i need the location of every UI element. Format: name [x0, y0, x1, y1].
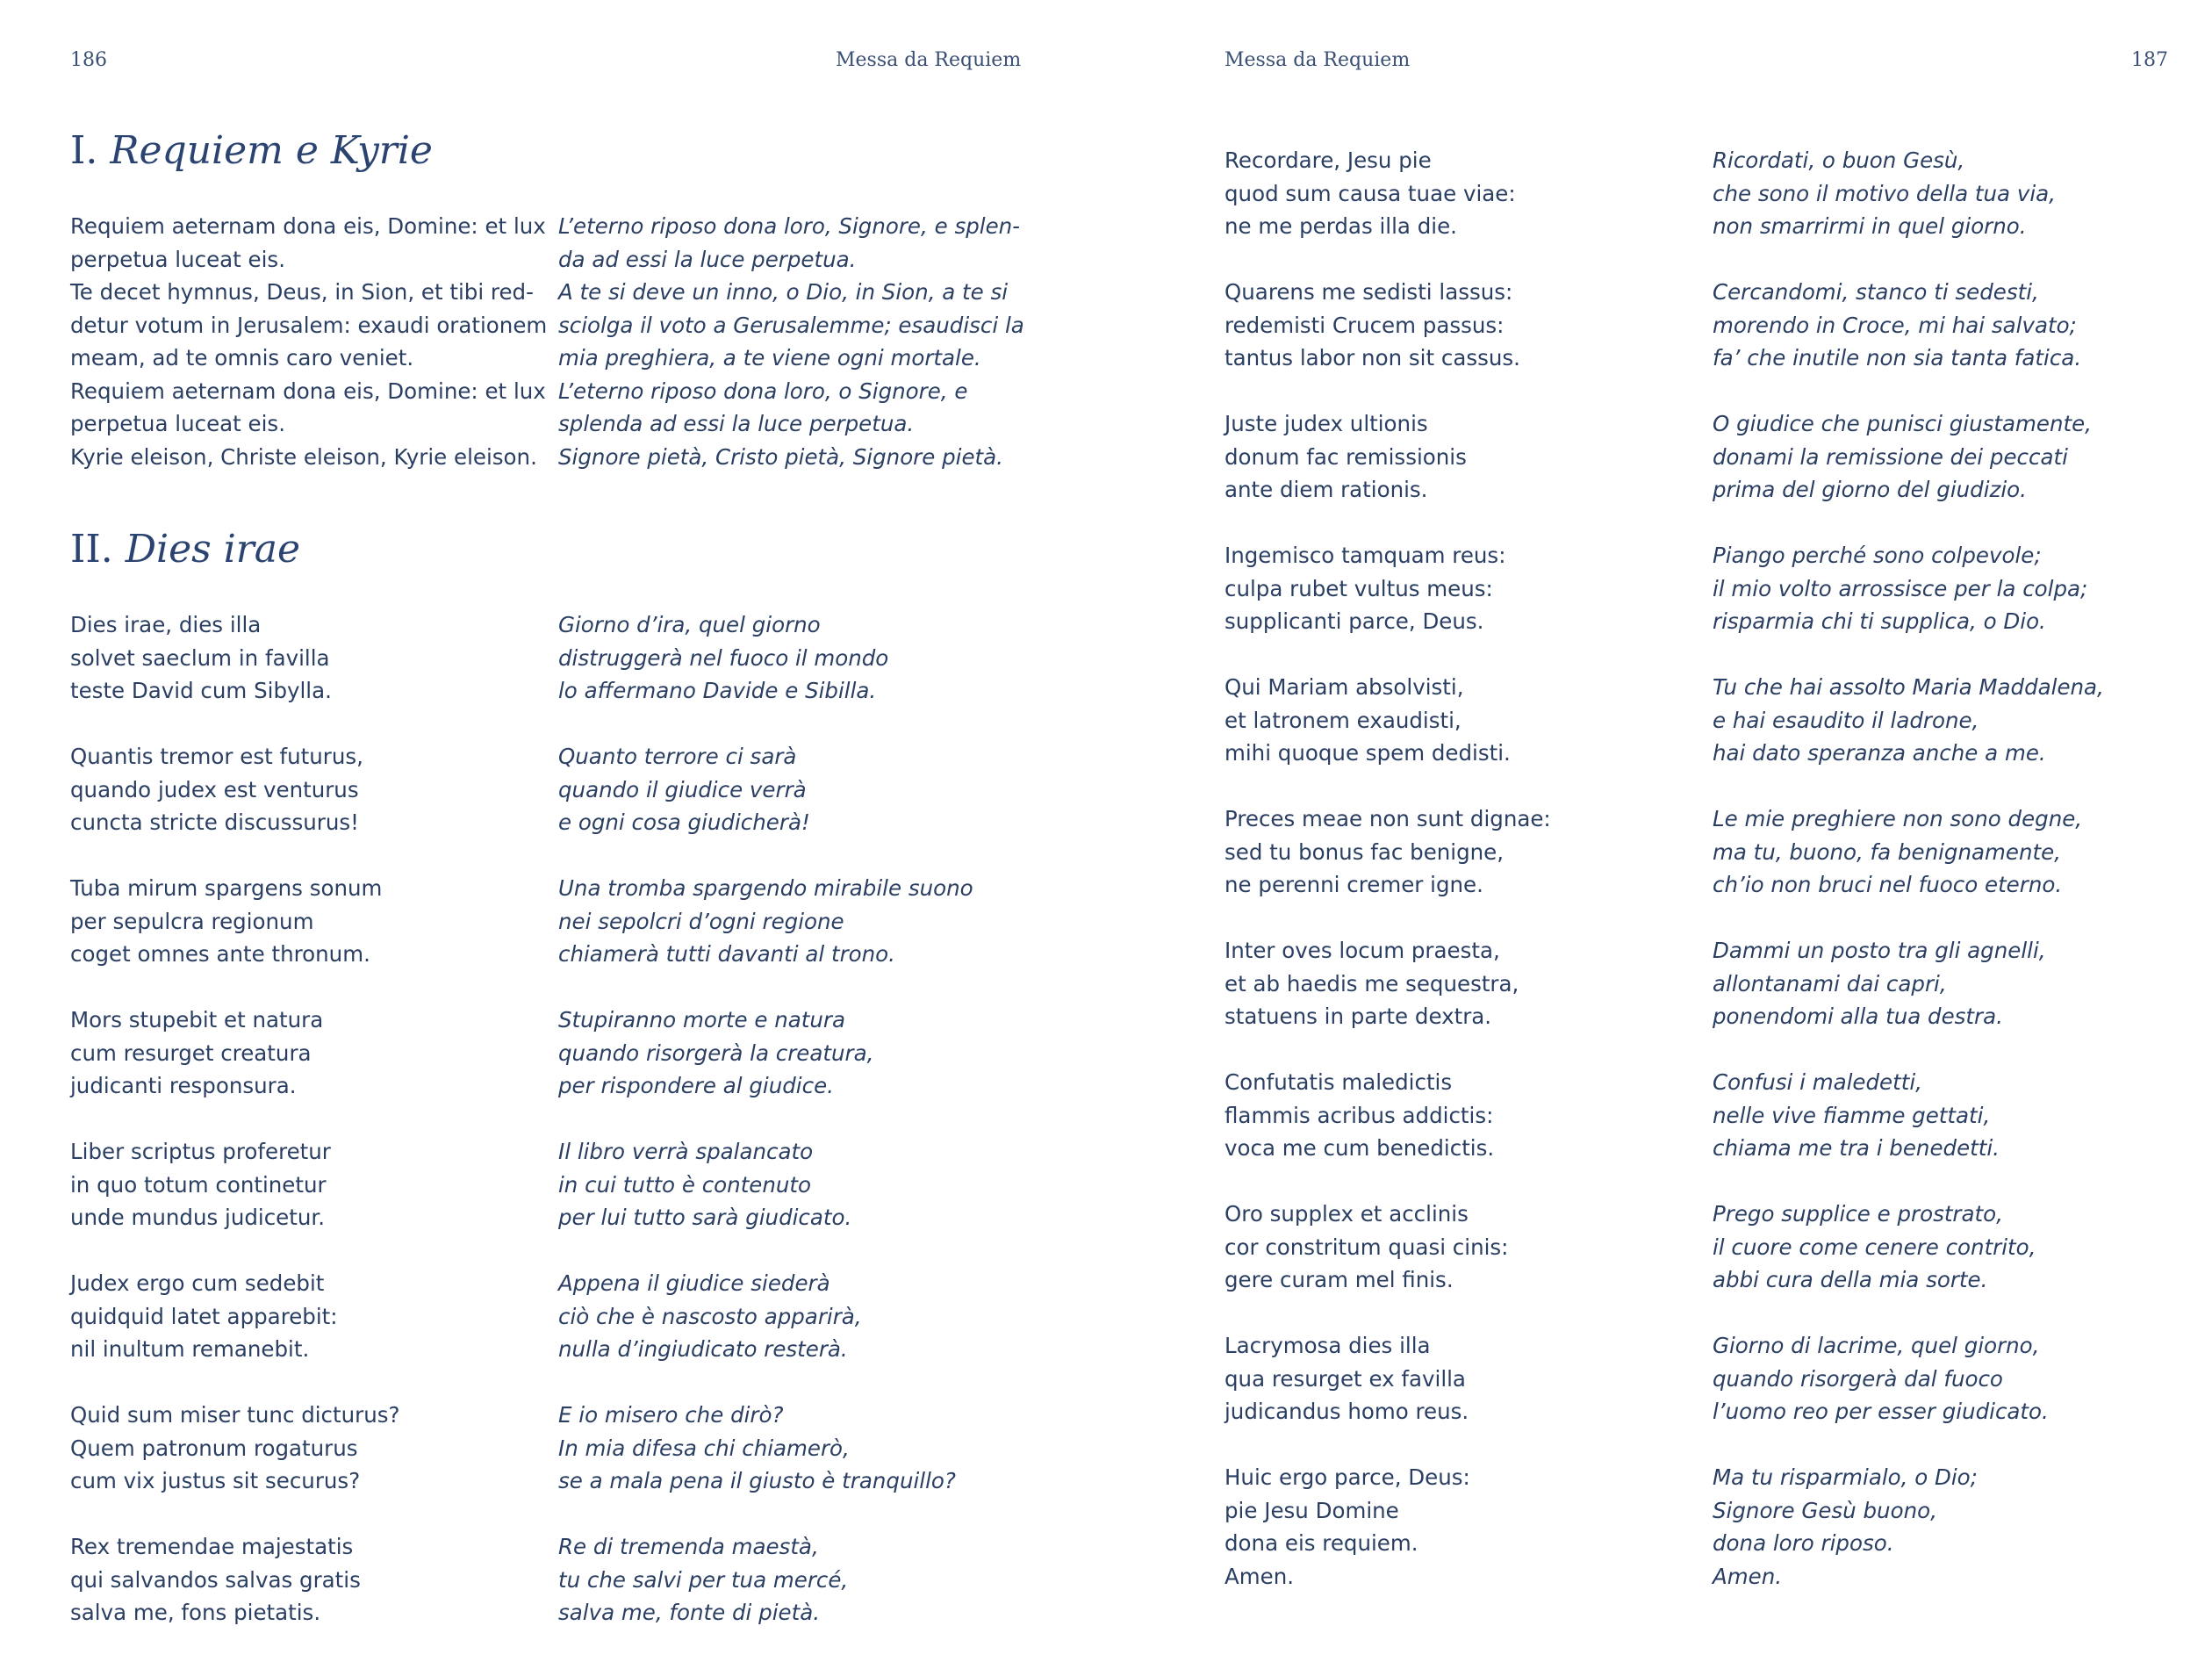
verse-line: meam, ad te omnis caro veniet. — [70, 345, 414, 371]
verse-line: Recordare, Jesu pie — [1224, 147, 1432, 173]
verse-line: quando il giudice verrà — [558, 776, 807, 802]
left-page — [0, 0, 1106, 1659]
verse-line: Stupiranno morte e natura — [558, 1007, 845, 1032]
dies-irae-italian-text — [558, 608, 973, 1662]
verse-line: Il libro verrà spalancato — [558, 1139, 814, 1164]
verse-line: Juste judex ultionis — [1224, 411, 1428, 436]
verse-line: Signore Gesù buono, — [1713, 1497, 1937, 1523]
verse-line: chiama me tra i benedetti. — [1713, 1135, 2000, 1161]
verse-line: unde mundus judicetur. — [70, 1205, 326, 1230]
verse-line: Confusi i maledetti, — [1713, 1069, 1922, 1095]
stanza — [558, 608, 973, 708]
verse-line: cum vix justus sit securus? — [70, 1468, 361, 1493]
verse-line: Piango perché sono colpevole; — [1713, 543, 2042, 568]
verse-line: statuens in parte dextra. — [1224, 1004, 1492, 1029]
dies-irae-italian-continued — [1713, 144, 2104, 1626]
stanza — [558, 1135, 973, 1234]
stanza — [70, 1530, 400, 1630]
verse-line: qui salvandos salvas gratis — [70, 1566, 361, 1593]
verse-line: risparmia chi ti supplica, o Dio. — [1713, 608, 2046, 634]
verse-line: cuncta stricte discussurus! — [70, 809, 359, 835]
verse-line: hai dato speranza anche a me. — [1713, 740, 2046, 766]
verse-line: per rispondere al giudice. — [558, 1073, 834, 1098]
verse-line: Inter oves locum praesta, — [1224, 938, 1500, 963]
verse-line: Tuba mirum spargens sonum — [70, 875, 383, 901]
verse-line: Le mie preghiere non sono degne, — [1713, 806, 2083, 831]
section-title-requiem — [70, 128, 433, 173]
verse-line: Liber scriptus proferetur — [70, 1139, 331, 1164]
verse-line: se a mala pena il giusto è tranquillo? — [558, 1468, 956, 1493]
verse-line: Quid sum miser tunc dicturus? — [70, 1402, 400, 1428]
verse-line: che sono il motivo della tua via, — [1713, 180, 2056, 206]
verse-line: Ricordati, o buon Gesù, — [1713, 147, 1965, 173]
verse-line: A te si deve un inno, o Dio, in Sion, a te si — [558, 279, 1009, 305]
verse-line: Dies irae, dies illa — [70, 612, 262, 637]
verse-line: Prego supplice e prostrato, — [1713, 1201, 2003, 1227]
verse-line: perpetua luceat eis. — [70, 246, 285, 272]
verse-line: Signore pietà, Cristo pietà, Signore pietà. — [558, 443, 1003, 470]
verse-line: O giudice che punisci giustamente, — [1713, 411, 2092, 436]
verse-line: sciolga il voto a Gerusalemme; esaudisci la — [558, 312, 1024, 338]
verse-line: Quanto terrore ci sarà — [558, 744, 797, 769]
verse-line: l’uomo reo per esser giudicato. — [1713, 1399, 2049, 1424]
stanza — [1224, 802, 1551, 902]
verse-line: et ab haedis me sequestra, — [1224, 970, 1519, 996]
verse-line: in quo totum continetur — [70, 1171, 327, 1198]
verse-line: nei sepolcri d’ogni regione — [558, 908, 844, 934]
stanza — [1224, 1461, 1551, 1593]
verse-line: Judex ergo cum sedebit — [70, 1270, 325, 1296]
verse-line: tantus labor non sit cassus. — [1224, 345, 1520, 371]
verse-line: dona loro riposo. — [1713, 1530, 1894, 1556]
verse-line: ne perenni cremer igne. — [1224, 872, 1483, 897]
verse-line: tu che salvi per tua mercé, — [558, 1566, 849, 1593]
stanza — [558, 1267, 973, 1366]
stanza — [1713, 407, 2104, 507]
section-numeral: II. — [70, 527, 113, 572]
stanza — [70, 1267, 400, 1366]
stanza — [558, 740, 973, 839]
stanza — [1713, 934, 2104, 1033]
verse-line: Rex tremendae majestatis — [70, 1534, 354, 1559]
verse-line: et latronem exaudisti, — [1224, 707, 1462, 733]
verse-line: cor constritum quasi cinis: — [1224, 1234, 1509, 1260]
verse-line: qua resurget ex favilla — [1224, 1365, 1466, 1392]
verse-line: da ad essi la luce perpetua. — [558, 246, 857, 272]
stanza — [70, 1004, 400, 1103]
verse-line: e hai esaudito il ladrone, — [1713, 707, 1979, 733]
stanza — [558, 1530, 973, 1630]
verse-line: In mia difesa chi chiamerò, — [558, 1435, 850, 1461]
verse-line: non smarrirmi in quel giorno. — [1713, 213, 2027, 239]
verse-line: pie Jesu Domine — [1224, 1497, 1399, 1523]
stanza — [558, 872, 973, 971]
running-title-left: Messa da Requiem — [836, 49, 1022, 71]
verse-line: supplicanti parce, Deus. — [1224, 608, 1484, 634]
verse-line: L’eterno riposo dona loro, Signore, e splen- — [558, 213, 1021, 239]
verse-line: Amen. — [1224, 1563, 1295, 1589]
verse-line: ch’io non bruci nel fuoco eterno. — [1713, 872, 2063, 897]
verse-line: Oro supplex et acclinis — [1224, 1201, 1469, 1227]
verse-line: Preces meae non sunt dignae: — [1224, 806, 1551, 831]
verse-line: fa’ che inutile non sia tanta fatica. — [1713, 345, 2082, 371]
verse-line: ponendomi alla tua destra. — [1713, 1004, 2003, 1029]
requiem-italian-text — [558, 210, 1024, 507]
verse-line: dona eis requiem. — [1224, 1530, 1418, 1556]
stanza — [1713, 802, 2104, 902]
verse-line: Qui Mariam absolvisti, — [1224, 674, 1464, 700]
verse-line: gere curam mel finis. — [1224, 1267, 1454, 1292]
stanza — [558, 1004, 973, 1103]
page-number-left: 186 — [70, 49, 107, 71]
verse-line: lo affermano Davide e Sibilla. — [558, 678, 877, 703]
verse-line: salva me, fonte di pietà. — [558, 1600, 820, 1625]
stanza — [70, 740, 400, 839]
verse-line: donami la remissione dei peccati — [1713, 443, 2068, 470]
section-numeral: I. — [70, 128, 98, 173]
verse-line: Cercandomi, stanco ti sedesti, — [1713, 279, 2039, 305]
stanza — [1713, 539, 2104, 638]
verse-line: abbi cura della mia sorte. — [1713, 1267, 1988, 1292]
verse-line: sed tu bonus fac benigne, — [1224, 838, 1505, 865]
verse-line: per sepulcra regionum — [70, 908, 314, 934]
verse-line: e ogni cosa giudicherà! — [558, 809, 810, 835]
section-title-dies-irae — [70, 527, 300, 572]
verse-line: quando risorgerà la creatura, — [558, 1040, 874, 1066]
verse-line: Giorno di lacrime, quel giorno, — [1713, 1333, 2040, 1358]
verse-line: per lui tutto sarà giudicato. — [558, 1205, 852, 1230]
stanza — [1713, 1329, 2104, 1428]
verse-line: salva me, fons pietatis. — [70, 1600, 321, 1625]
stanza — [70, 872, 400, 971]
verse-line: Quarens me sedisti lassus: — [1224, 279, 1513, 305]
right-page — [1106, 0, 2212, 1659]
stanza — [70, 1399, 400, 1498]
page-number-right: 187 — [2131, 49, 2168, 71]
verse-line: allontanami dai capri, — [1713, 970, 1947, 996]
verse-line: detur votum in Jerusalem: exaudi orationem — [70, 312, 548, 338]
verse-line: Requiem aeternam dona eis, Domine: et lux — [70, 378, 546, 404]
verse-line: nelle vive fiamme gettati, — [1713, 1102, 1991, 1128]
stanza — [1713, 276, 2104, 375]
verse-line: L’eterno riposo dona loro, o Signore, e — [558, 378, 968, 404]
stanza — [1713, 144, 2104, 243]
verse-line: quando judex est venturus — [70, 776, 359, 802]
verse-line: Giorno d’ira, quel giorno — [558, 612, 821, 637]
verse-line: ne me perdas illa die. — [1224, 213, 1457, 239]
stanza — [70, 1135, 400, 1234]
stanza — [1224, 671, 1551, 770]
section-name: Dies irae — [125, 527, 301, 572]
verse-line: Te decet hymnus, Deus, in Sion, et tibi red- — [70, 279, 534, 305]
verse-line: judicandus homo reus. — [1224, 1399, 1469, 1424]
verse-line: nil inultum remanebit. — [70, 1336, 310, 1362]
verse-line: Quantis tremor est futurus, — [70, 744, 363, 769]
verse-line: flammis acribus addictis: — [1224, 1102, 1494, 1128]
verse-line: quidquid latet apparebit: — [70, 1303, 338, 1329]
verse-line: chiamerà tutti davanti al trono. — [558, 941, 895, 967]
stanza — [70, 210, 547, 473]
stanza — [1224, 407, 1551, 507]
stanza — [1713, 1198, 2104, 1297]
verse-line: in cui tutto è contenuto — [558, 1171, 812, 1198]
stanza — [1224, 539, 1551, 638]
stanza — [70, 608, 400, 708]
stanza — [558, 1399, 973, 1498]
verse-line: il cuore come cenere contrito, — [1713, 1234, 2036, 1260]
verse-line: mia preghiera, a te viene ogni mortale. — [558, 345, 981, 371]
verse-line: quod sum causa tuae viae: — [1224, 180, 1516, 206]
verse-line: Ma tu risparmialo, o Dio; — [1713, 1464, 1978, 1490]
verse-line: splenda ad essi la luce perpetua. — [558, 411, 915, 436]
verse-line: Requiem aeternam dona eis, Domine: et lux — [70, 213, 546, 239]
verse-line: Tu che hai assolto Maria Maddalena, — [1713, 674, 2104, 700]
verse-line: culpa rubet vultus meus: — [1224, 575, 1493, 601]
verse-line: morendo in Croce, mi hai salvato; — [1713, 312, 2077, 338]
verse-line: cum resurget creatura — [70, 1040, 312, 1066]
verse-line: donum fac remissionis — [1224, 443, 1467, 470]
verse-line: Appena il giudice siederà — [558, 1270, 830, 1296]
verse-line: prima del giorno del giudizio. — [1713, 477, 2027, 502]
verse-line: perpetua luceat eis. — [70, 411, 285, 436]
verse-line: quando risorgerà dal fuoco — [1713, 1365, 2003, 1392]
stanza — [1224, 144, 1551, 243]
verse-line: Huic ergo parce, Deus: — [1224, 1464, 1470, 1490]
verse-line: Amen. — [1713, 1563, 1783, 1589]
verse-line: teste David cum Sibylla. — [70, 678, 332, 703]
stanza — [1224, 276, 1551, 375]
stanza — [1224, 934, 1551, 1033]
verse-line: Una tromba spargendo mirabile suono — [558, 875, 973, 901]
verse-line: Confutatis maledictis — [1224, 1069, 1453, 1095]
verse-line: Dammi un posto tra gli agnelli, — [1713, 938, 2046, 963]
stanza — [1713, 1461, 2104, 1593]
verse-line: mihi quoque spem dedisti. — [1224, 740, 1511, 766]
verse-line: nulla d’ingiudicato resterà. — [558, 1336, 848, 1362]
verse-line: ma tu, buono, fa benignamente, — [1713, 838, 2061, 865]
verse-line: judicanti responsura. — [70, 1073, 297, 1098]
stanza — [1713, 1066, 2104, 1165]
running-title-right: Messa da Requiem — [1224, 49, 1411, 71]
dies-irae-latin-continued — [1224, 144, 1551, 1626]
verse-line: coget omnes ante thronum. — [70, 941, 370, 967]
verse-line: distruggerà nel fuoco il mondo — [558, 644, 889, 671]
stanza — [1713, 671, 2104, 770]
verse-line: il mio volto arrossisce per la colpa; — [1713, 575, 2088, 601]
dies-irae-latin-text — [70, 608, 400, 1662]
verse-line: Re di tremenda maestà, — [558, 1534, 819, 1559]
verse-line: Mors stupebit et natura — [70, 1007, 324, 1032]
verse-line: Quem patronum rogaturus — [70, 1435, 358, 1461]
verse-line: redemisti Crucem passus: — [1224, 312, 1505, 338]
requiem-latin-text — [70, 210, 547, 507]
verse-line: E io misero che dirò? — [558, 1402, 784, 1428]
verse-line: Ingemisco tamquam reus: — [1224, 543, 1506, 568]
stanza — [1224, 1329, 1551, 1428]
verse-line: Lacrymosa dies illa — [1224, 1333, 1431, 1358]
stanza — [1224, 1198, 1551, 1297]
verse-line: Kyrie eleison, Christe eleison, Kyrie eleison. — [70, 443, 537, 470]
verse-line: solvet saeclum in favilla — [70, 644, 330, 671]
section-name: Requiem e Kyrie — [110, 128, 433, 173]
verse-line: voca me cum benedictis. — [1224, 1135, 1495, 1161]
verse-line: ante diem rationis. — [1224, 477, 1428, 502]
verse-line: ciò che è nascosto apparirà, — [558, 1303, 862, 1329]
stanza — [558, 210, 1024, 473]
stanza — [1224, 1066, 1551, 1165]
